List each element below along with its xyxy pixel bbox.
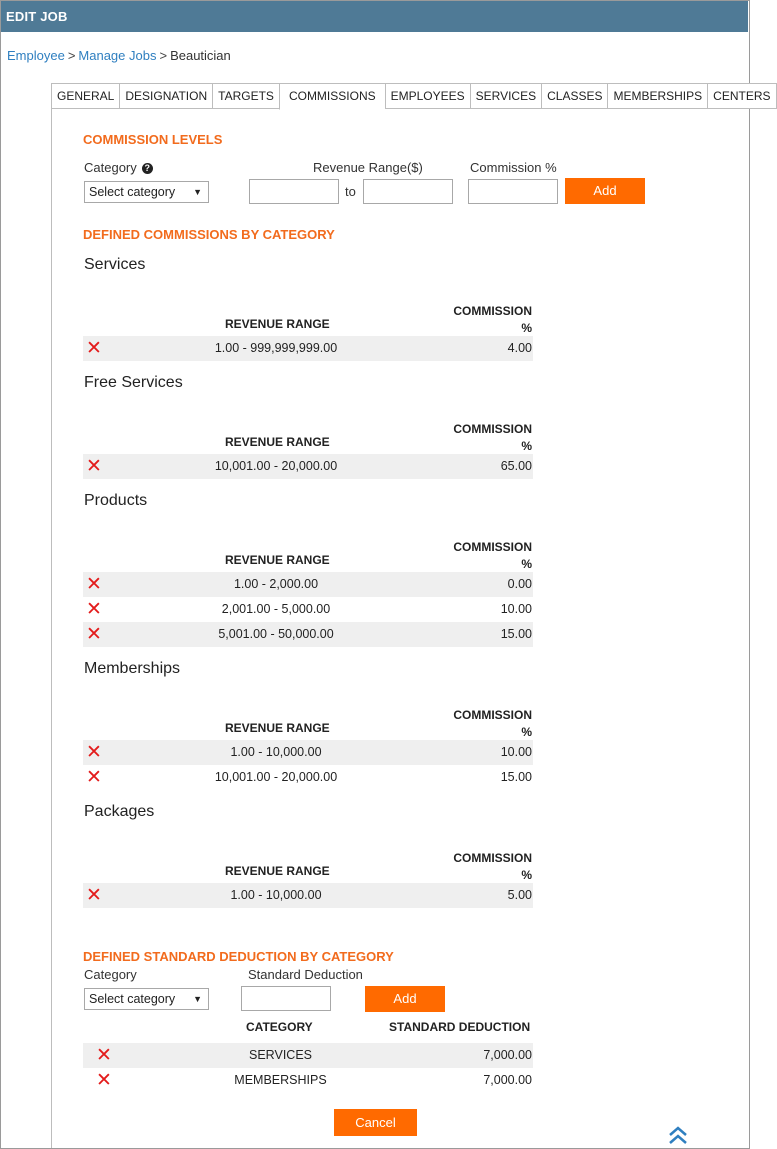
standard-deduction-column-header: STANDARD DEDUCTION xyxy=(389,1020,531,1034)
commission-header-line1: COMMISSION xyxy=(453,708,532,722)
tab-classes[interactable]: CLASSES xyxy=(541,83,607,109)
category-select-value: Select category xyxy=(89,185,176,199)
tab-bar xyxy=(51,83,777,109)
deduction-value-cell: 7,000.00 xyxy=(483,1048,532,1062)
x-icon[interactable]: ✕ xyxy=(86,599,102,620)
revenue-range-header: REVENUE RANGE xyxy=(225,553,330,567)
commission-header xyxy=(453,850,532,884)
standard-deduction-label: Standard Deduction xyxy=(248,967,363,982)
breadcrumb-current: Beautician xyxy=(170,48,231,63)
category-title-packages: Packages xyxy=(84,803,155,820)
commission-percent-label: Commission % xyxy=(470,160,557,175)
commission-header-line2: % xyxy=(521,439,532,453)
caret-down-icon: ▼ xyxy=(193,994,202,1004)
add-deduction-button[interactable]: Add xyxy=(365,986,445,1012)
tab-general[interactable]: GENERAL xyxy=(51,83,119,109)
to-label: to xyxy=(345,184,356,199)
table-row xyxy=(83,740,533,765)
x-icon[interactable]: ✕ xyxy=(96,1070,112,1091)
deduction-category-cell: SERVICES xyxy=(249,1048,312,1062)
table-row xyxy=(83,572,533,597)
deduction-value-cell: 7,000.00 xyxy=(483,1073,532,1087)
revenue-range-label: Revenue Range($) xyxy=(313,160,423,175)
revenue-range-cell: 1.00 - 999,999,999.00 xyxy=(214,341,338,355)
revenue-range-header: REVENUE RANGE xyxy=(225,721,330,735)
breadcrumb-separator: > xyxy=(67,48,76,63)
commission-cell: 5.00 xyxy=(507,888,532,902)
category-title-memberships: Memberships xyxy=(84,660,181,677)
page-title: EDIT JOB xyxy=(1,1,748,32)
commission-levels-heading: COMMISSION LEVELS xyxy=(83,132,223,147)
standard-deduction-input[interactable] xyxy=(241,986,331,1011)
category-column-header: CATEGORY xyxy=(246,1020,313,1034)
commission-header-line1: COMMISSION xyxy=(453,540,532,554)
commission-cell: 15.00 xyxy=(500,627,532,641)
tab-centers[interactable]: CENTERS xyxy=(707,83,776,109)
revenue-range-cell: 1.00 - 10,000.00 xyxy=(230,745,322,759)
commission-header-line2: % xyxy=(521,725,532,739)
category-label xyxy=(84,160,153,175)
table-row xyxy=(83,1043,533,1068)
breadcrumb-manage-jobs-link[interactable]: Manage Jobs xyxy=(78,48,157,63)
tab-designation[interactable]: DESIGNATION xyxy=(119,83,212,109)
commission-header xyxy=(453,707,532,741)
revenue-range-header: REVENUE RANGE xyxy=(225,864,330,878)
tab-targets[interactable]: TARGETS xyxy=(212,83,279,109)
revenue-range-header: REVENUE RANGE xyxy=(225,435,330,449)
commission-cell: 0.00 xyxy=(507,577,532,591)
commission-header-line2: % xyxy=(521,321,532,335)
commission-header-line2: % xyxy=(521,868,532,882)
revenue-range-cell: 1.00 - 2,000.00 xyxy=(233,577,319,591)
x-icon[interactable]: ✕ xyxy=(86,624,102,645)
breadcrumb-separator: > xyxy=(159,48,168,63)
category-label-text: Category xyxy=(84,160,137,175)
commission-header xyxy=(453,421,532,455)
commission-header-line1: COMMISSION xyxy=(453,304,532,318)
commission-header-line2: % xyxy=(521,557,532,571)
deduction-category-cell: MEMBERSHIPS xyxy=(234,1073,327,1087)
commission-percent-input[interactable] xyxy=(468,179,558,204)
table-row xyxy=(83,454,533,479)
commission-cell: 15.00 xyxy=(500,770,532,784)
x-icon[interactable]: ✕ xyxy=(86,574,102,595)
table-row xyxy=(83,1068,533,1093)
revenue-range-cell: 10,001.00 - 20,000.00 xyxy=(214,459,338,473)
tab-commissions[interactable]: COMMISSIONS xyxy=(279,83,385,110)
revenue-range-header: REVENUE RANGE xyxy=(225,317,330,331)
revenue-from-input[interactable] xyxy=(249,179,339,204)
commission-cell: 10.00 xyxy=(500,602,532,616)
category-title-free-services: Free Services xyxy=(84,374,183,391)
category-title-products: Products xyxy=(84,492,148,509)
cancel-button[interactable]: Cancel xyxy=(334,1109,417,1136)
question-circle-icon[interactable]: ? xyxy=(142,163,153,174)
breadcrumb xyxy=(7,48,231,63)
table-row xyxy=(83,336,533,361)
double-chevron-up-icon[interactable] xyxy=(668,1125,688,1145)
tab-employees[interactable]: EMPLOYEES xyxy=(385,83,470,109)
breadcrumb-employee-link[interactable]: Employee xyxy=(7,48,65,63)
table-row xyxy=(83,597,533,622)
commission-header xyxy=(453,539,532,573)
category-select[interactable] xyxy=(84,181,209,203)
revenue-range-cell: 2,001.00 - 5,000.00 xyxy=(221,602,331,616)
table-row xyxy=(83,883,533,908)
commission-header-line1: COMMISSION xyxy=(453,422,532,436)
commission-cell: 65.00 xyxy=(500,459,532,473)
revenue-to-input[interactable] xyxy=(363,179,453,204)
x-icon[interactable]: ✕ xyxy=(96,1045,112,1066)
commission-cell: 10.00 xyxy=(500,745,532,759)
commission-cell: 4.00 xyxy=(507,341,532,355)
x-icon[interactable]: ✕ xyxy=(86,742,102,763)
deduction-category-select[interactable] xyxy=(84,988,209,1010)
x-icon[interactable]: ✕ xyxy=(86,338,102,359)
revenue-range-cell: 10,001.00 - 20,000.00 xyxy=(214,770,338,784)
tab-memberships[interactable]: MEMBERSHIPS xyxy=(607,83,707,109)
tab-services[interactable]: SERVICES xyxy=(470,83,541,109)
table-row xyxy=(83,622,533,647)
commission-header xyxy=(453,303,532,337)
revenue-range-cell: 1.00 - 10,000.00 xyxy=(230,888,322,902)
x-icon[interactable]: ✕ xyxy=(86,767,102,788)
defined-commissions-heading: DEFINED COMMISSIONS BY CATEGORY xyxy=(83,227,335,242)
x-icon[interactable]: ✕ xyxy=(86,885,102,906)
add-commission-button[interactable]: Add xyxy=(565,178,645,204)
x-icon[interactable]: ✕ xyxy=(86,456,102,477)
commission-header-line1: COMMISSION xyxy=(453,851,532,865)
standard-deduction-heading: DEFINED STANDARD DEDUCTION BY CATEGORY xyxy=(83,949,394,964)
deduction-category-select-value: Select category xyxy=(89,992,176,1006)
deduction-category-label: Category xyxy=(84,967,137,982)
table-row xyxy=(83,765,533,790)
category-title-services: Services xyxy=(84,256,146,273)
revenue-range-cell: 5,001.00 - 50,000.00 xyxy=(218,627,334,641)
caret-down-icon: ▼ xyxy=(193,187,202,197)
